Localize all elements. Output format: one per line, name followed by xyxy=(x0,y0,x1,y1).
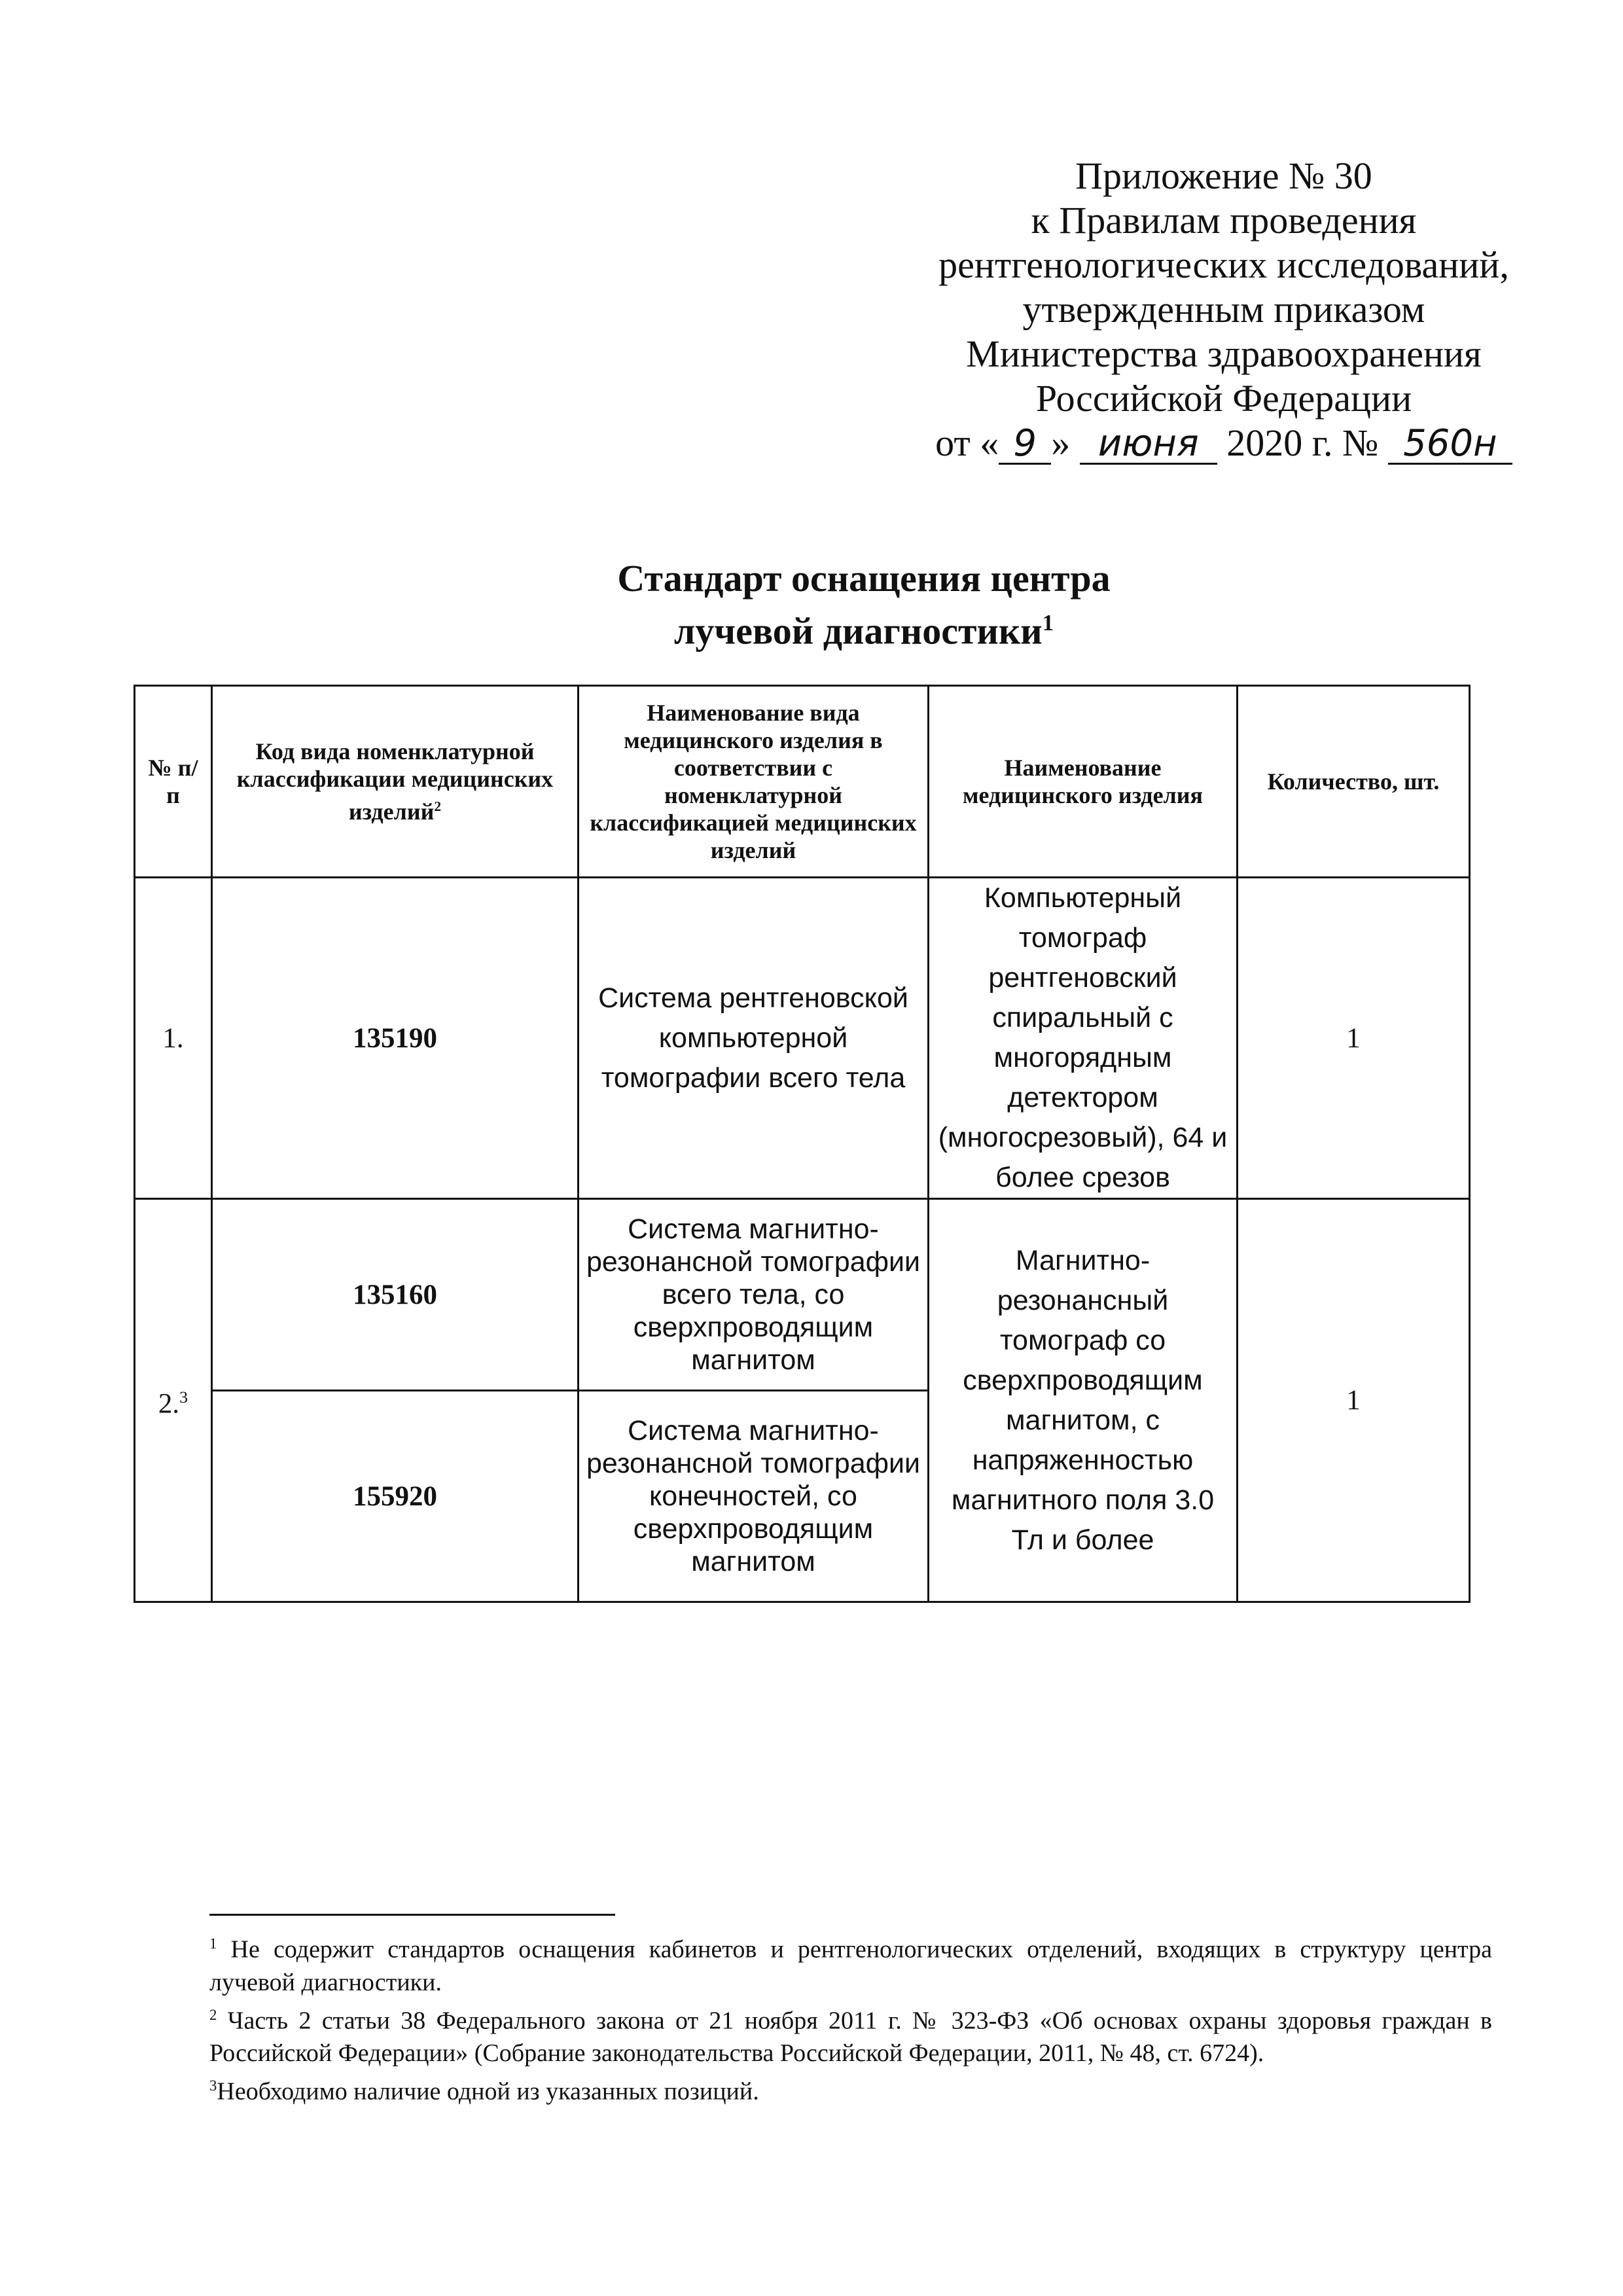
header-type-name: Наименование вида медицинского изделия в соответствии с номенклатурной классификацией медицинских изделий xyxy=(579,686,929,878)
handwritten-order-number: 560н xyxy=(1388,425,1512,465)
footnote-mark: 3 xyxy=(209,2077,217,2094)
appendix-line: Российской Федерации xyxy=(1035,377,1412,420)
title-line-2: лучевой диагностики$^1$ xyxy=(673,609,1054,653)
row-code: 155920 xyxy=(212,1391,579,1602)
footnote-divider xyxy=(209,1914,615,1916)
table-header-row xyxy=(135,686,1470,878)
appendix-line: утвержденным приказом xyxy=(1022,288,1425,331)
date-mid: » xyxy=(1051,422,1071,464)
appendix-line: рентгенологических исследований, xyxy=(938,243,1509,286)
row-quantity: 1 xyxy=(1238,1199,1470,1602)
footnotes xyxy=(209,1928,1492,2108)
handwritten-day: 9 xyxy=(999,425,1051,465)
title-line-1: Стандарт оснащения центра xyxy=(617,557,1111,600)
title-footnote-mark: 1 xyxy=(1042,610,1054,636)
row-type-name: Система магнитно-резонансной томографии конечностей, со сверхпроводящим магнитом xyxy=(579,1391,929,1602)
row-num: 2.$^3$ xyxy=(135,1199,212,1602)
row-device-name: Компьютерный томограф рентгеновский спиральный с многорядным детектором (многосрезовый), 64 и более срезов xyxy=(929,878,1238,1199)
header-code-footnote-mark: 2 xyxy=(434,798,442,814)
footnote-mark: 1 xyxy=(209,1935,217,1952)
row-type-name: Система рентгеновской компьютерной томографии всего тела xyxy=(579,878,929,1199)
table-row xyxy=(135,1199,1470,1391)
order-date-line xyxy=(877,421,1571,465)
appendix-line: к Правилам проведения xyxy=(1031,199,1417,242)
footnote-3: $^3$Необходимо наличие одной из указанных позиций. xyxy=(209,2077,759,2106)
row-code: 135160 xyxy=(212,1199,579,1391)
header-num: № п/п xyxy=(135,686,212,878)
document-title xyxy=(458,556,1270,653)
row-type-name: Система магнитно-резонансной томографии всего тела, со сверхпроводящим магнитом xyxy=(579,1199,929,1391)
header-quantity: Количество, шт. xyxy=(1238,686,1470,878)
footnote-2: $^2$ Часть 2 статьи 38 Федерального закона от 21 ноября 2011 г. № 323-ФЗ «Об основах охраны здоровья граждан в Российской Федерации» (Собрание законодательства Российской Федерации, 2011, № 48, ст. 6724). xyxy=(209,2006,1492,2068)
appendix-header xyxy=(877,154,1571,465)
date-year: 2020 г. № xyxy=(1226,422,1379,464)
footnote-mark: 2 xyxy=(209,2006,217,2023)
appendix-line: Министерства здравоохранения xyxy=(966,332,1482,375)
row-num: 1. xyxy=(135,878,212,1199)
equipment-standard-table xyxy=(134,685,1471,1603)
row-device-name: Магнитно-резонансный томограф со сверхпроводящим магнитом, с напряженностью магнитного поля 3.0 Тл и более xyxy=(929,1199,1238,1602)
appendix-line: Приложение № 30 xyxy=(1075,154,1372,197)
row-num-footnote-mark: 3 xyxy=(179,1387,188,1407)
header-device-name: Наименование медицинского изделия xyxy=(929,686,1238,878)
row-quantity: 1 xyxy=(1238,878,1470,1199)
date-prefix: от « xyxy=(935,422,999,464)
footnote-1: $^1$ Не содержит стандартов оснащения кабинетов и рентгенологических отделений, входящих в структуру центра лучевой диагностики. xyxy=(209,1935,1492,1996)
row-code: 135190 xyxy=(212,878,579,1199)
header-code: Код вида номенклатурной классификации медицинских изделий$^2$ xyxy=(212,686,579,878)
handwritten-month: июня xyxy=(1080,425,1217,465)
table-row xyxy=(135,878,1470,1199)
